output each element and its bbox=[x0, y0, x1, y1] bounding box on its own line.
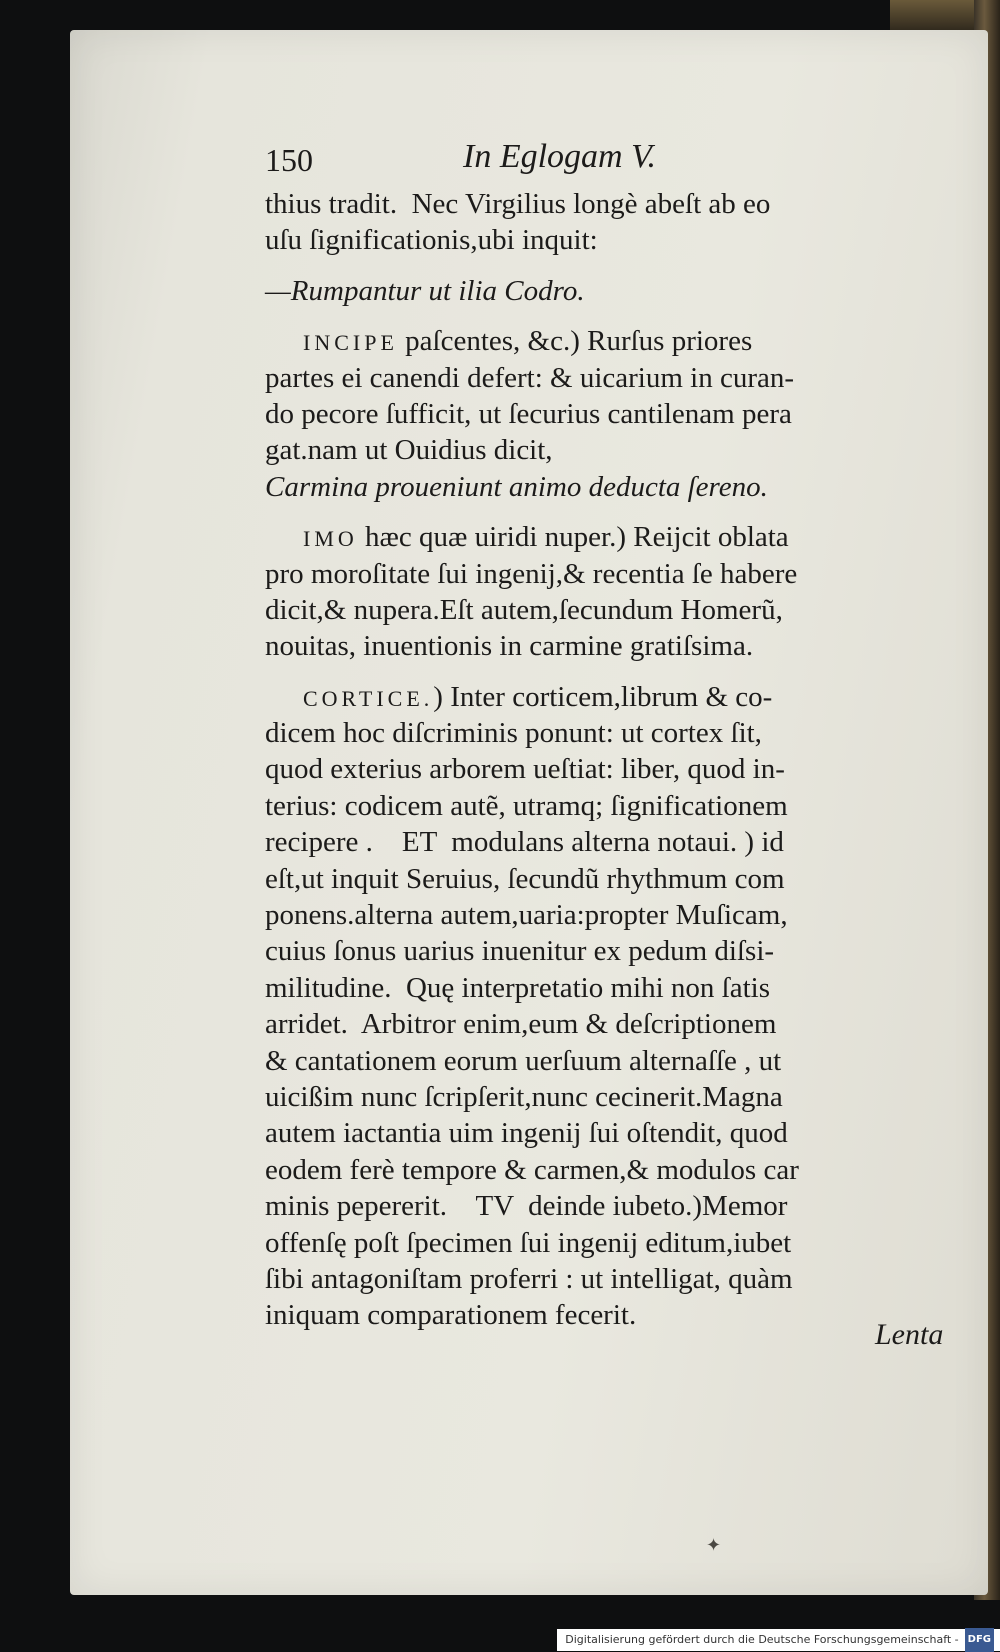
text-line: terius: codicem autẽ, utramq; ſignificationem bbox=[265, 789, 788, 822]
text-line: partes ei canendi defert: & uicarium in curan- bbox=[265, 361, 795, 394]
text-line: recipere . ET modulans alterna notaui. ) id bbox=[265, 826, 784, 859]
text-line: nouitas, inuentionis in carmine gratiſsima. bbox=[265, 630, 754, 663]
running-title: In Eglogam V. bbox=[463, 138, 656, 175]
text-line: INCIPE paſcentes, &c.) Rurſus priores bbox=[303, 325, 753, 358]
text-line: gat.nam ut Ouidius dicit, bbox=[265, 434, 553, 467]
verse-quote: —Rumpantur ut ilia Codro. bbox=[265, 274, 585, 307]
catchword: Lenta bbox=[875, 1318, 944, 1351]
ink-mark: ✦ bbox=[706, 1535, 722, 1555]
dfg-logo: DFG bbox=[965, 1628, 994, 1652]
verse-quote: Carmina proueniunt animo deducta ſereno. bbox=[265, 470, 768, 503]
text-line: pro moroſitate ſui ingenij,& recentia ſe habere bbox=[265, 557, 798, 590]
text-line: dicit,& nupera.Eſt autem,ſecundum Homerũ, bbox=[265, 593, 783, 626]
text-line: offenſę poſt ſpecimen ſui ingenij editum,iubet bbox=[265, 1226, 792, 1259]
text-line: eſt,ut inquit Seruius, ſecundũ rhythmum com bbox=[265, 862, 785, 895]
text-line: CORTICE.) Inter corticem,librum & co- bbox=[303, 680, 773, 713]
text-line: eodem ferè tempore & carmen,& modulos car bbox=[265, 1153, 799, 1186]
text-line: do pecore ſufficit, ut ſecurius cantilenam pera bbox=[265, 397, 792, 430]
text-line: uſu ſignificationis,ubi inquit: bbox=[265, 224, 598, 257]
lemma: IMO bbox=[303, 526, 358, 552]
text-line: uicißim nunc ſcripſerit,nunc cecinerit.Magna bbox=[265, 1080, 783, 1113]
text-line: IMO hæc quæ uiridi nuper.) Reijcit oblata bbox=[303, 521, 789, 554]
text-line: ponens.alterna autem,uaria:propter Muſicam, bbox=[265, 899, 788, 932]
text-line: iniquam comparationem fecerit. bbox=[265, 1299, 637, 1332]
text-line: & cantationem eorum uerſuum alternaſſe , ut bbox=[265, 1044, 782, 1077]
lemma: CORTICE. bbox=[303, 685, 434, 711]
text-line: quod exterius arborem ueſtiat: liber, quod in- bbox=[265, 753, 785, 786]
text-line: ſibi antagoniſtam proferri : ut intelligat, quàm bbox=[265, 1262, 793, 1295]
text-line: militudine. Quę interpretatio mihi non ſatis bbox=[265, 971, 770, 1004]
text-line: arridet. Arbitror enim,eum & deſcriptionem bbox=[265, 1008, 777, 1041]
text-line: dicem hoc diſcriminis ponunt: ut cortex ſit, bbox=[265, 717, 762, 750]
page-header bbox=[265, 138, 955, 184]
text-block bbox=[265, 138, 955, 1334]
footer-text: Digitalisierung gefördert durch die Deutsche Forschungsgemeinschaft - bbox=[565, 1633, 959, 1646]
page-number: 150 bbox=[265, 142, 313, 178]
lemma: INCIPE bbox=[303, 330, 398, 356]
text-line: minis pepererit. TV deinde iubeto.)Memor bbox=[265, 1190, 788, 1223]
text-line: autem iactantia uim ingenij ſui oſtendit, quod bbox=[265, 1117, 788, 1150]
text-line: cuius ſonus uarius inuenitur ex pedum diſsi- bbox=[265, 935, 775, 968]
digitization-footer bbox=[557, 1629, 1000, 1651]
text-line: thius tradit. Nec Virgilius longè abeſt ab eo bbox=[265, 188, 771, 220]
